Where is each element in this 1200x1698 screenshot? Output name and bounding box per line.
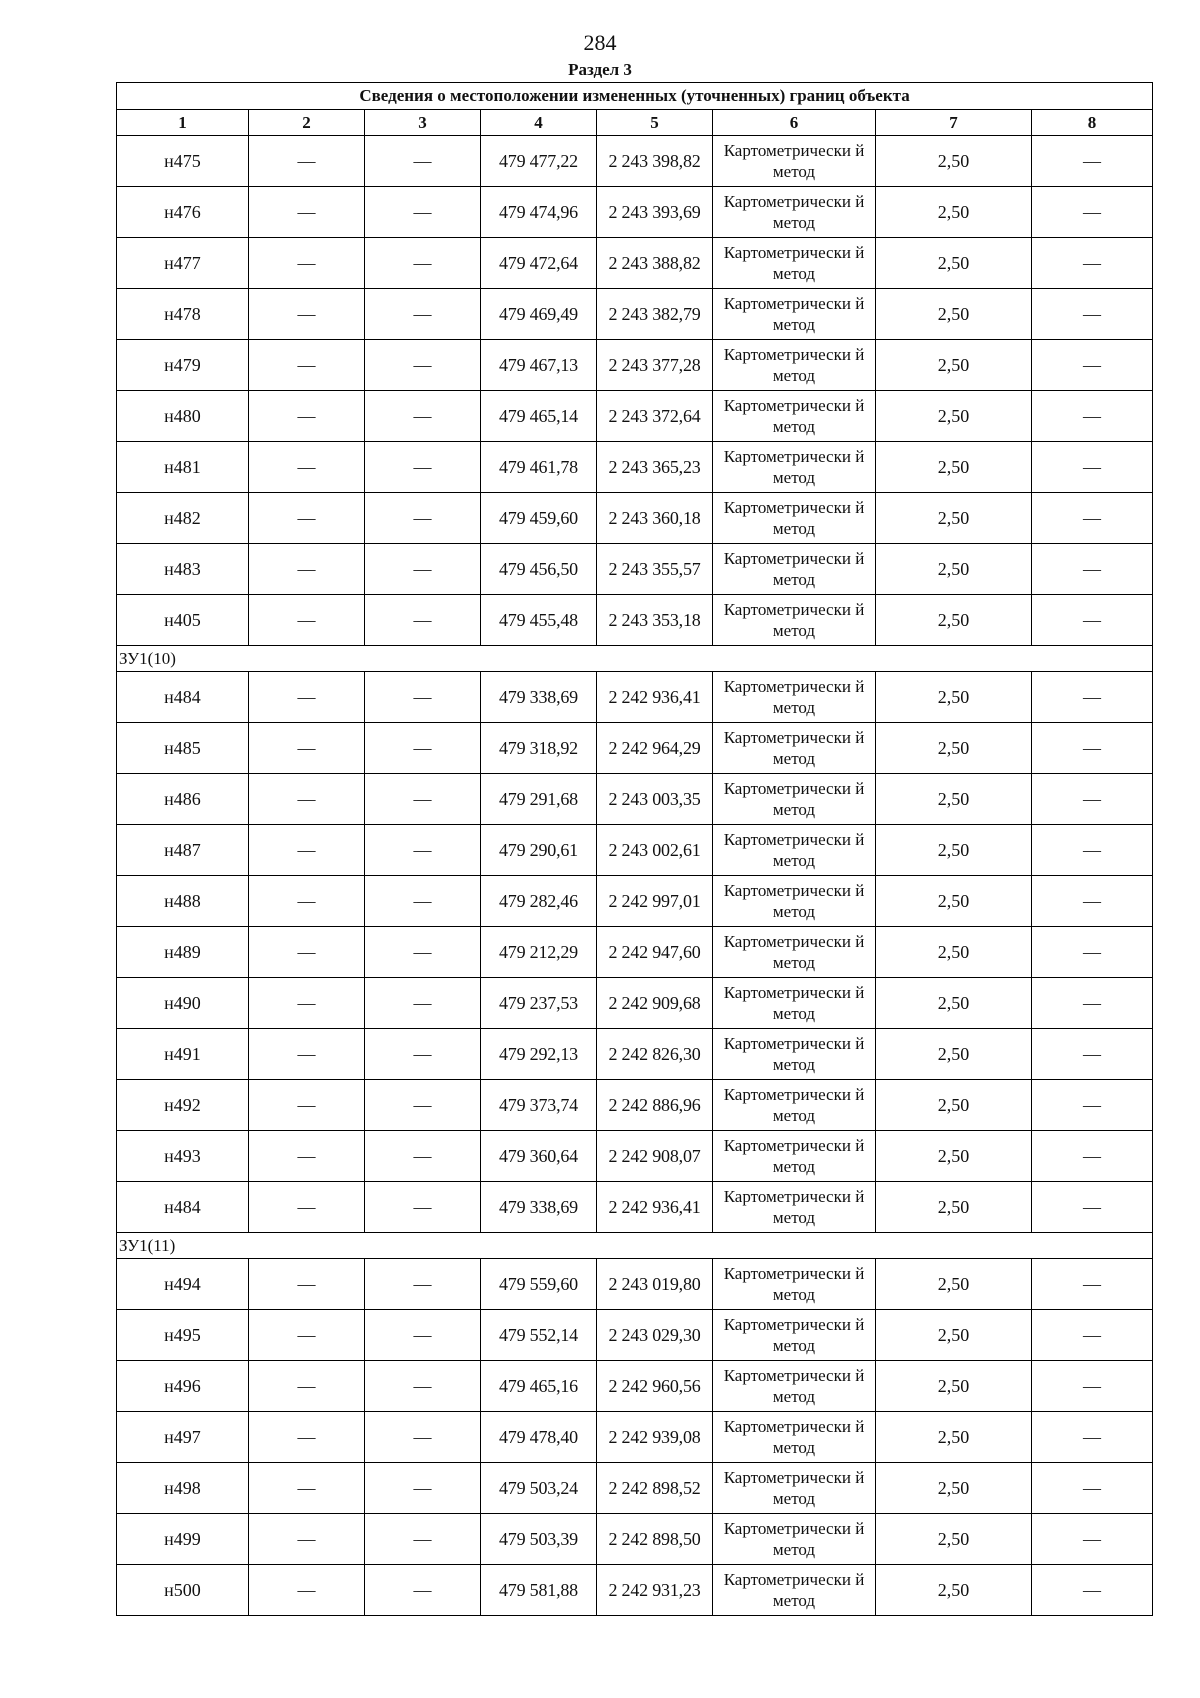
method-cell: Картометрически й метод xyxy=(713,238,876,289)
y-coordinate-cell: 2 243 353,18 xyxy=(597,595,713,646)
method-cell: Картометрически й метод xyxy=(713,876,876,927)
column-2-cell: — xyxy=(249,1182,365,1233)
y-coordinate-cell: 2 243 003,35 xyxy=(597,774,713,825)
accuracy-cell: 2,50 xyxy=(876,1463,1032,1514)
accuracy-cell: 2,50 xyxy=(876,544,1032,595)
method-cell: Картометрически й метод xyxy=(713,340,876,391)
x-coordinate-cell: 479 465,16 xyxy=(481,1361,597,1412)
table-row xyxy=(117,876,1153,927)
point-number-cell: н477 xyxy=(117,238,249,289)
column-3-cell: — xyxy=(365,1080,481,1131)
method-cell: Картометрически й метод xyxy=(713,289,876,340)
method-cell: Картометрически й метод xyxy=(713,1565,876,1616)
column-number-1: 1 xyxy=(117,110,249,136)
column-number-4: 4 xyxy=(481,110,597,136)
column-2-cell: — xyxy=(249,187,365,238)
group-label: ЗУ1(10) xyxy=(117,646,1153,672)
y-coordinate-cell: 2 242 964,29 xyxy=(597,723,713,774)
accuracy-cell: 2,50 xyxy=(876,187,1032,238)
point-number-cell: н484 xyxy=(117,672,249,723)
column-8-cell: — xyxy=(1032,978,1153,1029)
method-cell: Картометрически й метод xyxy=(713,1131,876,1182)
point-number-cell: н488 xyxy=(117,876,249,927)
column-2-cell: — xyxy=(249,825,365,876)
column-3-cell: — xyxy=(365,493,481,544)
table-row xyxy=(117,672,1153,723)
table-row xyxy=(117,723,1153,774)
column-2-cell: — xyxy=(249,723,365,774)
point-number-cell: н480 xyxy=(117,391,249,442)
point-number-cell: н481 xyxy=(117,442,249,493)
table-row xyxy=(117,1310,1153,1361)
column-2-cell: — xyxy=(249,927,365,978)
accuracy-cell: 2,50 xyxy=(876,595,1032,646)
column-2-cell: — xyxy=(249,1259,365,1310)
point-number-cell: н485 xyxy=(117,723,249,774)
point-number-cell: н479 xyxy=(117,340,249,391)
method-cell: Картометрически й метод xyxy=(713,187,876,238)
column-2-cell: — xyxy=(249,1310,365,1361)
point-number-cell: н500 xyxy=(117,1565,249,1616)
point-number-cell: н484 xyxy=(117,1182,249,1233)
method-cell: Картометрически й метод xyxy=(713,1080,876,1131)
x-coordinate-cell: 479 559,60 xyxy=(481,1259,597,1310)
column-3-cell: — xyxy=(365,1412,481,1463)
column-2-cell: — xyxy=(249,1131,365,1182)
point-number-cell: н498 xyxy=(117,1463,249,1514)
table-body xyxy=(117,136,1153,1616)
y-coordinate-cell: 2 243 372,64 xyxy=(597,391,713,442)
x-coordinate-cell: 479 478,40 xyxy=(481,1412,597,1463)
column-2-cell: — xyxy=(249,876,365,927)
accuracy-cell: 2,50 xyxy=(876,1565,1032,1616)
accuracy-cell: 2,50 xyxy=(876,1080,1032,1131)
column-3-cell: — xyxy=(365,238,481,289)
method-cell: Картометрически й метод xyxy=(713,391,876,442)
column-8-cell: — xyxy=(1032,1361,1153,1412)
y-coordinate-cell: 2 243 019,80 xyxy=(597,1259,713,1310)
column-8-cell: — xyxy=(1032,340,1153,391)
column-8-cell: — xyxy=(1032,927,1153,978)
column-number-6: 6 xyxy=(713,110,876,136)
column-3-cell: — xyxy=(365,876,481,927)
column-2-cell: — xyxy=(249,391,365,442)
point-number-cell: н476 xyxy=(117,187,249,238)
x-coordinate-cell: 479 459,60 xyxy=(481,493,597,544)
point-number-cell: н478 xyxy=(117,289,249,340)
table-row xyxy=(117,187,1153,238)
x-coordinate-cell: 479 456,50 xyxy=(481,544,597,595)
column-3-cell: — xyxy=(365,1259,481,1310)
column-8-cell: — xyxy=(1032,672,1153,723)
point-number-cell: н489 xyxy=(117,927,249,978)
column-number-row xyxy=(117,110,1153,136)
x-coordinate-cell: 479 338,69 xyxy=(481,1182,597,1233)
y-coordinate-cell: 2 242 826,30 xyxy=(597,1029,713,1080)
column-2-cell: — xyxy=(249,340,365,391)
x-coordinate-cell: 479 318,92 xyxy=(481,723,597,774)
y-coordinate-cell: 2 242 936,41 xyxy=(597,1182,713,1233)
column-8-cell: — xyxy=(1032,595,1153,646)
x-coordinate-cell: 479 338,69 xyxy=(481,672,597,723)
column-8-cell: — xyxy=(1032,1182,1153,1233)
y-coordinate-cell: 2 242 886,96 xyxy=(597,1080,713,1131)
table-row xyxy=(117,289,1153,340)
column-8-cell: — xyxy=(1032,1514,1153,1565)
column-number-5: 5 xyxy=(597,110,713,136)
accuracy-cell: 2,50 xyxy=(876,1182,1032,1233)
column-8-cell: — xyxy=(1032,1310,1153,1361)
y-coordinate-cell: 2 243 393,69 xyxy=(597,187,713,238)
column-3-cell: — xyxy=(365,187,481,238)
method-cell: Картометрически й метод xyxy=(713,723,876,774)
accuracy-cell: 2,50 xyxy=(876,774,1032,825)
table-row xyxy=(117,544,1153,595)
column-3-cell: — xyxy=(365,1182,481,1233)
column-3-cell: — xyxy=(365,544,481,595)
point-number-cell: н483 xyxy=(117,544,249,595)
accuracy-cell: 2,50 xyxy=(876,723,1032,774)
method-cell: Картометрически й метод xyxy=(713,136,876,187)
column-3-cell: — xyxy=(365,978,481,1029)
method-cell: Картометрически й метод xyxy=(713,825,876,876)
column-3-cell: — xyxy=(365,825,481,876)
column-number-2: 2 xyxy=(249,110,365,136)
y-coordinate-cell: 2 242 909,68 xyxy=(597,978,713,1029)
group-label: ЗУ1(11) xyxy=(117,1233,1153,1259)
method-cell: Картометрически й метод xyxy=(713,774,876,825)
column-number-3: 3 xyxy=(365,110,481,136)
y-coordinate-cell: 2 242 931,23 xyxy=(597,1565,713,1616)
method-cell: Картометрически й метод xyxy=(713,493,876,544)
table-row xyxy=(117,825,1153,876)
column-2-cell: — xyxy=(249,774,365,825)
y-coordinate-cell: 2 242 960,56 xyxy=(597,1361,713,1412)
accuracy-cell: 2,50 xyxy=(876,1259,1032,1310)
column-2-cell: — xyxy=(249,1361,365,1412)
y-coordinate-cell: 2 242 947,60 xyxy=(597,927,713,978)
coordinates-table xyxy=(116,82,1153,1616)
table-row xyxy=(117,774,1153,825)
column-2-cell: — xyxy=(249,1080,365,1131)
x-coordinate-cell: 479 477,22 xyxy=(481,136,597,187)
method-cell: Картометрически й метод xyxy=(713,544,876,595)
point-number-cell: н495 xyxy=(117,1310,249,1361)
column-3-cell: — xyxy=(365,289,481,340)
x-coordinate-cell: 479 552,14 xyxy=(481,1310,597,1361)
y-coordinate-cell: 2 242 898,50 xyxy=(597,1514,713,1565)
y-coordinate-cell: 2 242 997,01 xyxy=(597,876,713,927)
table-row xyxy=(117,1412,1153,1463)
y-coordinate-cell: 2 243 382,79 xyxy=(597,289,713,340)
y-coordinate-cell: 2 243 388,82 xyxy=(597,238,713,289)
column-2-cell: — xyxy=(249,289,365,340)
section-title: Раздел 3 xyxy=(568,60,632,79)
point-number-cell: н499 xyxy=(117,1514,249,1565)
x-coordinate-cell: 479 360,64 xyxy=(481,1131,597,1182)
table-row xyxy=(117,1463,1153,1514)
y-coordinate-cell: 2 242 939,08 xyxy=(597,1412,713,1463)
column-8-cell: — xyxy=(1032,825,1153,876)
accuracy-cell: 2,50 xyxy=(876,1029,1032,1080)
method-cell: Картометрически й метод xyxy=(713,1463,876,1514)
column-2-cell: — xyxy=(249,1029,365,1080)
x-coordinate-cell: 479 373,74 xyxy=(481,1080,597,1131)
table-row xyxy=(117,1080,1153,1131)
accuracy-cell: 2,50 xyxy=(876,1412,1032,1463)
column-2-cell: — xyxy=(249,493,365,544)
column-3-cell: — xyxy=(365,723,481,774)
column-2-cell: — xyxy=(249,1463,365,1514)
table-row xyxy=(117,595,1153,646)
column-3-cell: — xyxy=(365,1565,481,1616)
method-cell: Картометрически й метод xyxy=(713,927,876,978)
method-cell: Картометрически й метод xyxy=(713,595,876,646)
column-3-cell: — xyxy=(365,442,481,493)
column-8-cell: — xyxy=(1032,1080,1153,1131)
x-coordinate-cell: 479 503,24 xyxy=(481,1463,597,1514)
x-coordinate-cell: 479 237,53 xyxy=(481,978,597,1029)
point-number-cell: н475 xyxy=(117,136,249,187)
table-row xyxy=(117,1131,1153,1182)
column-2-cell: — xyxy=(249,1565,365,1616)
point-number-cell: н405 xyxy=(117,595,249,646)
column-number-8: 8 xyxy=(1032,110,1153,136)
column-8-cell: — xyxy=(1032,136,1153,187)
point-number-cell: н494 xyxy=(117,1259,249,1310)
column-8-cell: — xyxy=(1032,289,1153,340)
accuracy-cell: 2,50 xyxy=(876,978,1032,1029)
accuracy-cell: 2,50 xyxy=(876,1310,1032,1361)
column-8-cell: — xyxy=(1032,442,1153,493)
method-cell: Картометрически й метод xyxy=(713,1412,876,1463)
method-cell: Картометрически й метод xyxy=(713,1310,876,1361)
column-2-cell: — xyxy=(249,442,365,493)
x-coordinate-cell: 479 290,61 xyxy=(481,825,597,876)
column-3-cell: — xyxy=(365,1310,481,1361)
accuracy-cell: 2,50 xyxy=(876,493,1032,544)
table-row xyxy=(117,1514,1153,1565)
point-number-cell: н490 xyxy=(117,978,249,1029)
point-number-cell: н482 xyxy=(117,493,249,544)
column-3-cell: — xyxy=(365,340,481,391)
column-3-cell: — xyxy=(365,1131,481,1182)
column-8-cell: — xyxy=(1032,391,1153,442)
accuracy-cell: 2,50 xyxy=(876,340,1032,391)
x-coordinate-cell: 479 503,39 xyxy=(481,1514,597,1565)
column-2-cell: — xyxy=(249,672,365,723)
method-cell: Картометрически й метод xyxy=(713,672,876,723)
column-3-cell: — xyxy=(365,672,481,723)
column-3-cell: — xyxy=(365,136,481,187)
column-8-cell: — xyxy=(1032,1259,1153,1310)
point-number-cell: н493 xyxy=(117,1131,249,1182)
accuracy-cell: 2,50 xyxy=(876,1514,1032,1565)
x-coordinate-cell: 479 212,29 xyxy=(481,927,597,978)
accuracy-cell: 2,50 xyxy=(876,1131,1032,1182)
y-coordinate-cell: 2 243 002,61 xyxy=(597,825,713,876)
method-cell: Картометрически й метод xyxy=(713,1259,876,1310)
table-row xyxy=(117,391,1153,442)
column-3-cell: — xyxy=(365,1514,481,1565)
method-cell: Картометрически й метод xyxy=(713,1182,876,1233)
x-coordinate-cell: 479 467,13 xyxy=(481,340,597,391)
column-3-cell: — xyxy=(365,927,481,978)
y-coordinate-cell: 2 243 365,23 xyxy=(597,442,713,493)
x-coordinate-cell: 479 474,96 xyxy=(481,187,597,238)
accuracy-cell: 2,50 xyxy=(876,442,1032,493)
table-title: Сведения о местоположении измененных (уточненных) границ объекта xyxy=(117,83,1153,110)
column-2-cell: — xyxy=(249,136,365,187)
column-2-cell: — xyxy=(249,1514,365,1565)
column-8-cell: — xyxy=(1032,723,1153,774)
point-number-cell: н487 xyxy=(117,825,249,876)
column-8-cell: — xyxy=(1032,1565,1153,1616)
method-cell: Картометрически й метод xyxy=(713,1361,876,1412)
y-coordinate-cell: 2 243 398,82 xyxy=(597,136,713,187)
x-coordinate-cell: 479 292,13 xyxy=(481,1029,597,1080)
x-coordinate-cell: 479 282,46 xyxy=(481,876,597,927)
point-number-cell: н486 xyxy=(117,774,249,825)
accuracy-cell: 2,50 xyxy=(876,825,1032,876)
group-row xyxy=(117,646,1153,672)
table-row xyxy=(117,1029,1153,1080)
group-row xyxy=(117,1233,1153,1259)
method-cell: Картометрически й метод xyxy=(713,1514,876,1565)
column-8-cell: — xyxy=(1032,1131,1153,1182)
column-8-cell: — xyxy=(1032,876,1153,927)
accuracy-cell: 2,50 xyxy=(876,927,1032,978)
accuracy-cell: 2,50 xyxy=(876,876,1032,927)
accuracy-cell: 2,50 xyxy=(876,391,1032,442)
x-coordinate-cell: 479 581,88 xyxy=(481,1565,597,1616)
accuracy-cell: 2,50 xyxy=(876,672,1032,723)
table-row xyxy=(117,340,1153,391)
x-coordinate-cell: 479 469,49 xyxy=(481,289,597,340)
column-8-cell: — xyxy=(1032,544,1153,595)
x-coordinate-cell: 479 455,48 xyxy=(481,595,597,646)
column-8-cell: — xyxy=(1032,1463,1153,1514)
table-row xyxy=(117,238,1153,289)
column-3-cell: — xyxy=(365,391,481,442)
x-coordinate-cell: 479 465,14 xyxy=(481,391,597,442)
table-row xyxy=(117,136,1153,187)
column-2-cell: — xyxy=(249,238,365,289)
accuracy-cell: 2,50 xyxy=(876,136,1032,187)
column-8-cell: — xyxy=(1032,1029,1153,1080)
accuracy-cell: 2,50 xyxy=(876,289,1032,340)
accuracy-cell: 2,50 xyxy=(876,1361,1032,1412)
table-row xyxy=(117,1259,1153,1310)
column-3-cell: — xyxy=(365,1029,481,1080)
y-coordinate-cell: 2 243 029,30 xyxy=(597,1310,713,1361)
point-number-cell: н497 xyxy=(117,1412,249,1463)
column-3-cell: — xyxy=(365,1463,481,1514)
point-number-cell: н492 xyxy=(117,1080,249,1131)
y-coordinate-cell: 2 243 377,28 xyxy=(597,340,713,391)
table-row xyxy=(117,493,1153,544)
table-row xyxy=(117,442,1153,493)
column-8-cell: — xyxy=(1032,1412,1153,1463)
y-coordinate-cell: 2 242 936,41 xyxy=(597,672,713,723)
page-number: 284 xyxy=(583,30,617,55)
column-2-cell: — xyxy=(249,544,365,595)
y-coordinate-cell: 2 242 908,07 xyxy=(597,1131,713,1182)
table-row xyxy=(117,1182,1153,1233)
table-row xyxy=(117,978,1153,1029)
table-row xyxy=(117,927,1153,978)
point-number-cell: н491 xyxy=(117,1029,249,1080)
x-coordinate-cell: 479 472,64 xyxy=(481,238,597,289)
table-row xyxy=(117,1565,1153,1616)
column-8-cell: — xyxy=(1032,238,1153,289)
column-8-cell: — xyxy=(1032,493,1153,544)
method-cell: Картометрически й метод xyxy=(713,442,876,493)
x-coordinate-cell: 479 291,68 xyxy=(481,774,597,825)
column-2-cell: — xyxy=(249,978,365,1029)
method-cell: Картометрически й метод xyxy=(713,978,876,1029)
point-number-cell: н496 xyxy=(117,1361,249,1412)
y-coordinate-cell: 2 243 355,57 xyxy=(597,544,713,595)
column-2-cell: — xyxy=(249,595,365,646)
column-8-cell: — xyxy=(1032,187,1153,238)
accuracy-cell: 2,50 xyxy=(876,238,1032,289)
column-number-7: 7 xyxy=(876,110,1032,136)
column-2-cell: — xyxy=(249,1412,365,1463)
y-coordinate-cell: 2 242 898,52 xyxy=(597,1463,713,1514)
y-coordinate-cell: 2 243 360,18 xyxy=(597,493,713,544)
column-3-cell: — xyxy=(365,774,481,825)
column-3-cell: — xyxy=(365,595,481,646)
column-8-cell: — xyxy=(1032,774,1153,825)
table-row xyxy=(117,1361,1153,1412)
x-coordinate-cell: 479 461,78 xyxy=(481,442,597,493)
method-cell: Картометрически й метод xyxy=(713,1029,876,1080)
column-3-cell: — xyxy=(365,1361,481,1412)
